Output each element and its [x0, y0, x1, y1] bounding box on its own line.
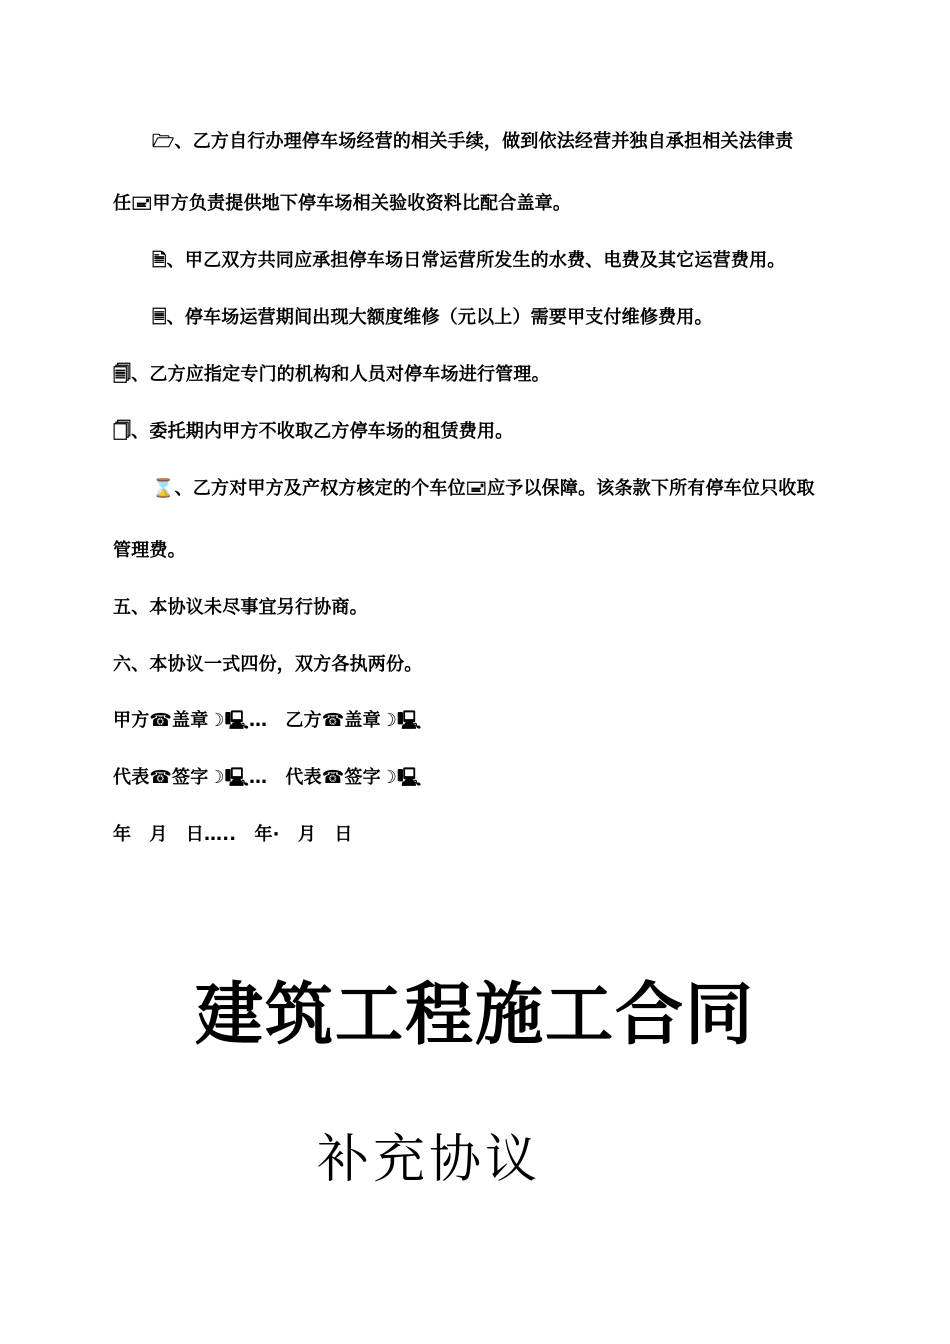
clause-line: 🗐、乙方应指定专门的机构和人员对停车场进行管理。	[113, 364, 550, 385]
clause-line: 管理费。	[113, 540, 186, 561]
signature-line-seal: 甲方☎盖章☽🖳… 乙方☎盖章☽🖳	[113, 710, 422, 731]
clause-line: 任🖃甲方负责提供地下停车场相关验收资料比配合盖章。	[113, 193, 572, 214]
clause-line: ⌛、乙方对甲方及产权方核定的个车位🖃应予以保障。该条款下所有停车位只收取	[152, 478, 815, 499]
clause-line: 🗎、甲乙双方共同应承担停车场日常运营所发生的水费、电费及其它运营费用。	[152, 250, 786, 271]
clause-line: 五、本协议未尽事宜另行协商。	[113, 597, 368, 618]
contract-subtitle: 补充协议	[317, 1130, 542, 1190]
clause-line: 🗏、停车场运营期间出现大额度维修（元以上）需要甲支付维修费用。	[152, 307, 713, 328]
clause-line: 🗁、乙方自行办理停车场经营的相关手续，做到依法经营并独自承担相关法律责	[152, 131, 794, 152]
contract-title: 建筑工程施工合同	[194, 975, 755, 1055]
clause-line: 六、本协议一式四份，双方各执两份。	[113, 654, 423, 675]
signature-line-representative: 代表☎签字☽🖳… 代表☎签字☽🖳	[113, 767, 422, 788]
date-line: 年 月 日….. 年· 月 日	[113, 824, 353, 845]
clause-line: 🗍、委托期内甲方不收取乙方停车场的租赁费用。	[113, 421, 514, 442]
